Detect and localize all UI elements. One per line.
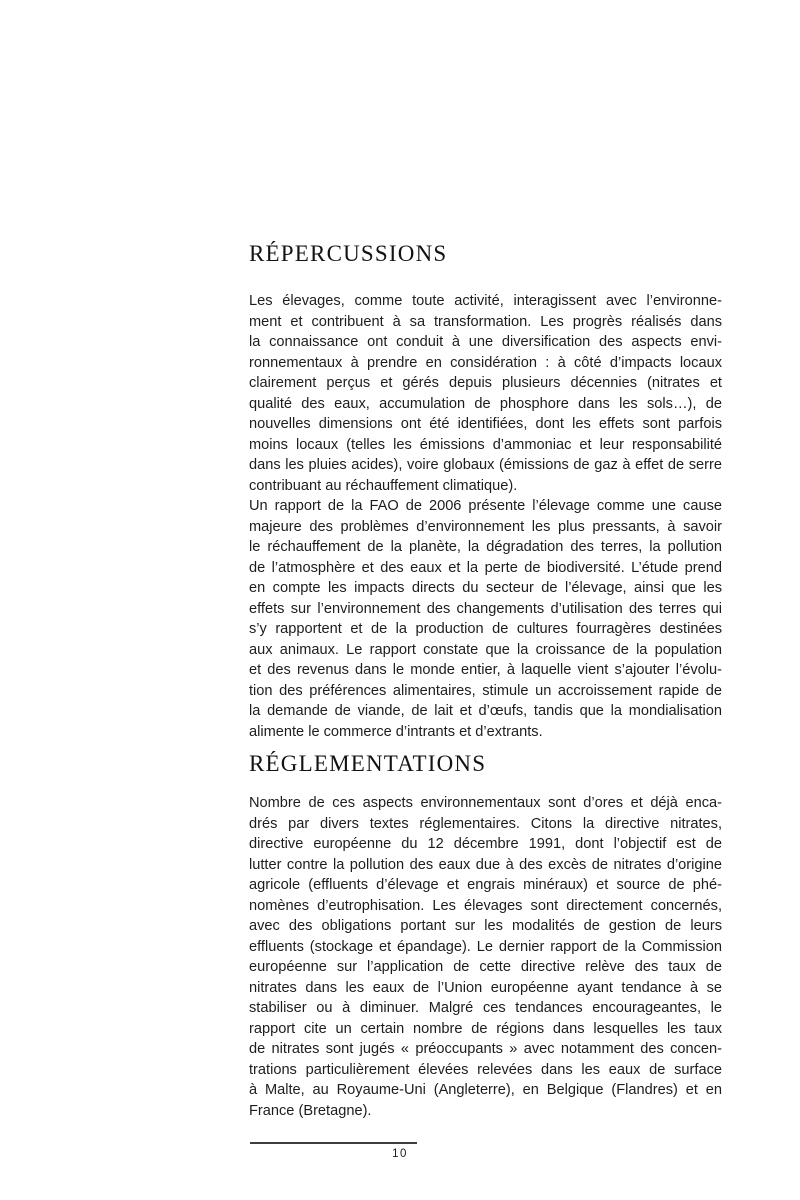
text-line: Nombre de ces aspects environnementaux sont d’ores et déjà enca- (249, 795, 722, 811)
text-line: effluents (stockage et épandage). Le dernier rapport de la Commission (249, 938, 722, 955)
text-line: rapport cite un certain nombre de régions dans lesquelles les taux (249, 1020, 722, 1037)
text-line: trations particulièrement élevées relevées dans les eaux de surface (249, 1061, 722, 1078)
text-line: aux animaux. Le rapport constate que la croissance de la population (249, 641, 722, 658)
text-line: France (Bretagne). (249, 1102, 372, 1119)
text-line: ronnementaux à prendre en considération : à côté d’impacts locaux (249, 354, 722, 371)
text-line: le réchauffement de la planète, la dégradation des terres, la pollution (249, 539, 722, 555)
text-line: contribuant au réchauffement climatique). (249, 477, 518, 494)
text-line: Un rapport de la FAO de 2006 présente l’élevage comme une cause (249, 498, 722, 514)
text-line: drés par divers textes réglementaires. Citons la directive nitrates, (249, 815, 722, 832)
text-line: nitrates dans les eaux de l’Union européenne ayant tendance à se (249, 979, 722, 996)
text-line: Les élevages, comme toute activité, interagissent avec l’environne- (249, 293, 722, 309)
text-line: s’y rapportent et de la production de cultures fourragères destinées (249, 621, 722, 637)
text-line: qualité des eaux, accumulation de phosphore dans les sols…), de (249, 395, 722, 412)
text-line: directive européenne du 12 décembre 1991, dont l’objectif est de (249, 836, 722, 852)
text-line: nouvelles dimensions ont été identifiées, dont les effets sont parfois (249, 416, 722, 432)
section-title-repercussions: RÉPERCUSSIONS (249, 241, 448, 266)
paragraph (249, 793, 722, 1121)
text-line: et des revenus dans le monde entier, à laquelle vient s’ajouter l’évolu- (249, 662, 722, 678)
paragraph (249, 496, 722, 742)
text-line: lutter contre la pollution des eaux due à des excès de nitrates d’origine (249, 856, 722, 873)
text-line: alimente le commerce d’intrants et d’extrants. (249, 723, 543, 740)
text-line: effets sur l’environnement des changements d’utilisation des terres qui (249, 600, 722, 617)
footer-divider (250, 1142, 417, 1144)
section-body-reglementations (249, 793, 722, 1121)
text-line: avec des obligations portant sur les modalités de gestion de leurs (249, 918, 722, 934)
text-line: agricole (effluents d’élevage et engrais minéraux) et source de phé- (249, 877, 722, 893)
page-number: 10 (392, 1148, 408, 1160)
text-line: dans les pluies acides), voire globaux (émissions de gaz à effet de serre (249, 457, 722, 473)
text-line: de l’atmosphère et des eaux et la perte de biodiversité. L’étude prend (249, 559, 722, 576)
text-line: majeure des problèmes d’environnement les plus pressants, à savoir (249, 518, 722, 535)
text-line: la demande de viande, de lait et d’œufs, tandis que la mondialisation (249, 703, 722, 719)
text-line: la connaissance ont conduit à une diversification des aspects envi- (249, 334, 722, 350)
text-line: à Malte, au Royaume-Uni (Angleterre), en Belgique (Flandres) et en (249, 1082, 722, 1098)
text-line: de nitrates sont jugés « préoccupants » avec notamment des concen- (249, 1041, 722, 1057)
paragraph (249, 291, 722, 496)
text-line: en compte les impacts directs du secteur de l’élevage, ainsi que les (249, 580, 722, 596)
text-line: stabiliser ou à diminuer. Malgré ces tendances encourageantes, le (249, 1000, 722, 1016)
text-line: nomènes d’eutrophisation. Les élevages sont directement concernés, (249, 897, 722, 914)
text-line: ment et contribuent à sa transformation. Les progrès réalisés dans (249, 313, 722, 330)
section-title-reglementations: RÉGLEMENTATIONS (249, 751, 487, 776)
text-line: moins locaux (telles les émissions d’ammoniac et leur responsabilité (249, 436, 722, 453)
text-line: tion des préférences alimentaires, stimule un accroissement rapide de (249, 682, 722, 699)
text-line: clairement perçus et gérés depuis plusieurs décennies (nitrates et (249, 375, 722, 391)
section-body-repercussions (249, 291, 722, 742)
text-line: européenne sur l’application de cette directive relève des taux de (249, 959, 722, 975)
text-column (249, 0, 722, 1121)
